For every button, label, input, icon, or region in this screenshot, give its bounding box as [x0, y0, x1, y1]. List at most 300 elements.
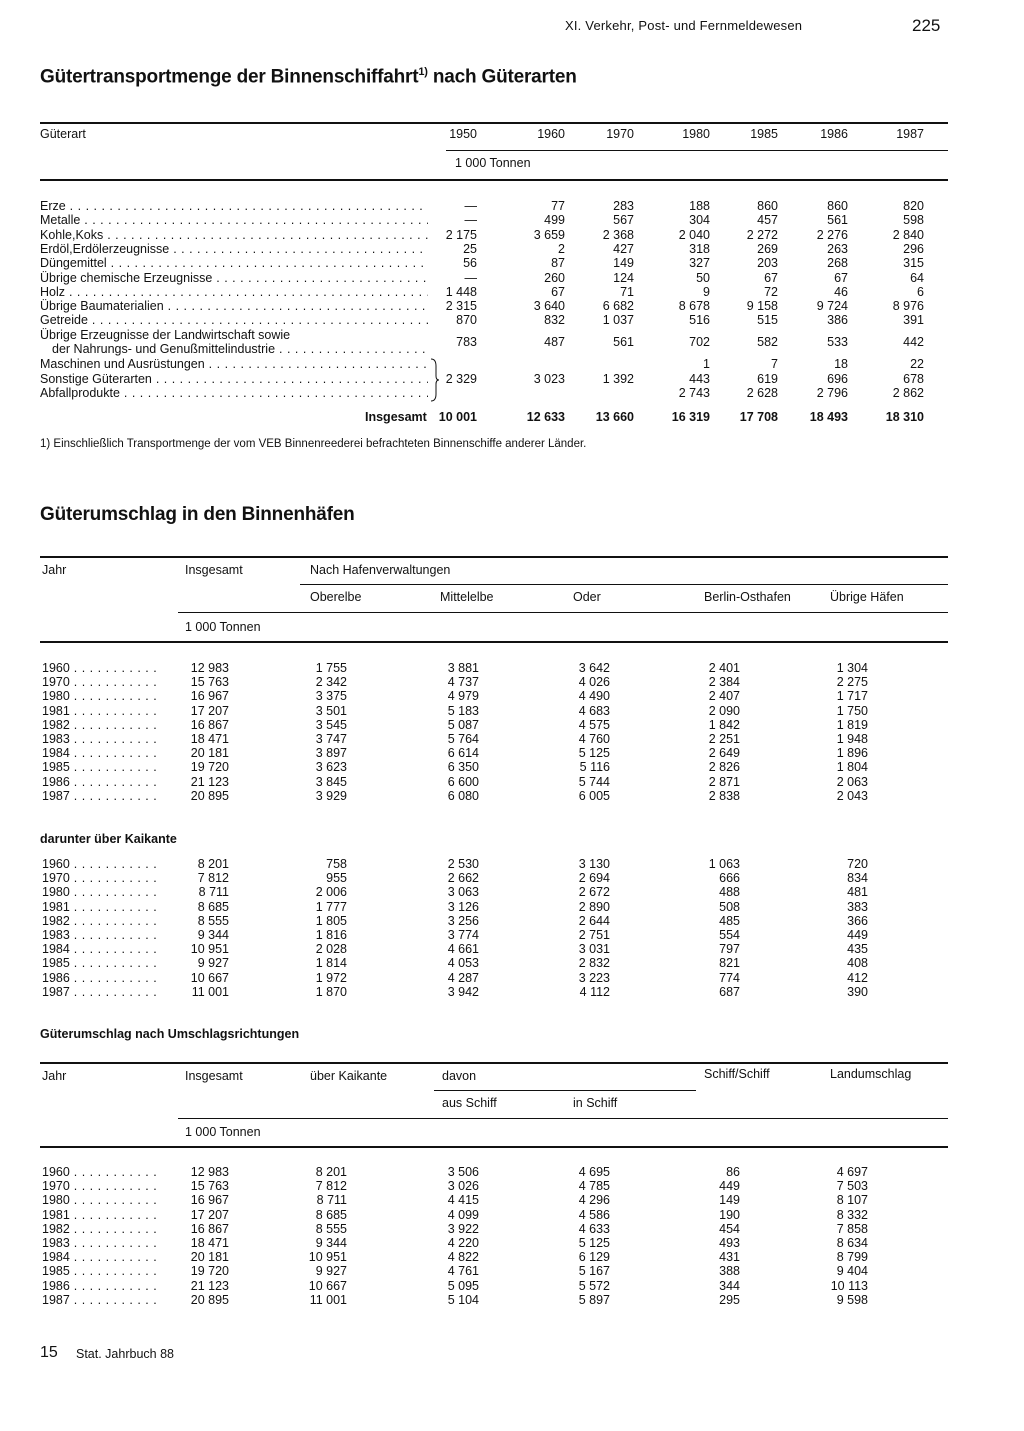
- cell-col-5: 8 799: [836, 1250, 868, 1265]
- cell-col-2: 4 053: [447, 956, 479, 971]
- cell-col-0: 9 927: [197, 956, 229, 971]
- cell-1950: 2 175: [445, 227, 477, 242]
- table-row: [0, 985, 1024, 999]
- cell-1985: 7: [771, 357, 778, 372]
- row-year: 1980 . . .: [42, 1193, 160, 1207]
- cell-col-4: 431: [719, 1250, 740, 1265]
- table-row: [0, 1222, 1024, 1236]
- cell-col-4: 2 090: [708, 703, 740, 718]
- cell-1960: 77: [551, 199, 565, 213]
- cell-1987: 820: [903, 199, 924, 213]
- cell-col-1: 3 545: [315, 717, 347, 732]
- table2-subcol-4: Übrige Häfen: [830, 590, 904, 604]
- cell-col-4: 2 251: [708, 732, 740, 746]
- table-row: [0, 256, 1024, 270]
- cell-col-2: 6 080: [447, 788, 479, 803]
- cell-col-3: 2 751: [578, 928, 610, 942]
- cell-col-3: 5 897: [578, 1292, 610, 1307]
- row-year: 1987 . . .: [42, 1293, 160, 1307]
- cell-1980: 188: [689, 199, 710, 213]
- cell-col-4: 2 407: [708, 689, 740, 704]
- cell-col-1: 8 685: [315, 1207, 347, 1222]
- row-year: 1985 . . .: [42, 956, 160, 970]
- cell-1980: 9: [703, 284, 710, 299]
- table1-year-1980: 1980: [682, 127, 710, 141]
- cell-col-4: 797: [719, 942, 740, 957]
- table3-unit: 1 000 Tonnen: [185, 1125, 261, 1139]
- table2-group-rule: [300, 584, 948, 585]
- cell-1986: 263: [827, 241, 848, 256]
- table-row: [0, 213, 1024, 227]
- cell-col-0: 12 983: [190, 661, 229, 675]
- cell-col-3: 3 223: [578, 970, 610, 985]
- cell-col-2: 3 942: [447, 984, 479, 999]
- cell-col-4: 449: [719, 1179, 740, 1194]
- table1-title: Gütertransportmenge der Binnenschiffahrt$^{1)}$ nach Güterarten: [40, 66, 577, 88]
- row-year: 1981 . . .: [42, 1208, 160, 1222]
- cell-col-1: 8 201: [315, 1165, 347, 1179]
- cell-col-5: 449: [847, 928, 868, 942]
- cell-col-2: 4 979: [447, 689, 479, 704]
- cell-col-3: 2 890: [578, 899, 610, 914]
- cell-col-3: 4 575: [578, 717, 610, 732]
- cell-1960: 2: [558, 241, 565, 256]
- cell-col-1: 11 001: [309, 1292, 347, 1307]
- running-head: XI. Verkehr, Post- und Fernmeldewesen: [565, 18, 803, 33]
- table-row: [0, 746, 1024, 760]
- row-label: Holz . . .: [40, 285, 428, 299]
- cell-col-3: 3 642: [578, 661, 610, 675]
- table-row: [0, 299, 1024, 313]
- row-label: Maschinen und Ausrüstungen . . .: [40, 357, 428, 371]
- cell-1980: 443: [689, 371, 710, 386]
- row-year: 1984 . . .: [42, 942, 160, 956]
- cell-1987: 391: [903, 313, 924, 328]
- cell-col-1: 3 747: [315, 732, 347, 746]
- cell-col-5: 9 598: [836, 1292, 868, 1307]
- cell-col-3: 4 633: [578, 1221, 610, 1236]
- cell-1970: 6 682: [602, 299, 634, 314]
- cell-1960: 260: [544, 270, 565, 285]
- table2-subcol-3: Berlin-Osthafen: [704, 590, 791, 604]
- cell-col-1: 10 951: [308, 1250, 347, 1265]
- cell-col-3: 4 683: [578, 703, 610, 718]
- cell-1950: 2 315: [445, 299, 477, 314]
- cell-col-4: 554: [719, 928, 740, 942]
- table-row: [0, 928, 1024, 942]
- cell-1986: 2 276: [816, 227, 848, 242]
- cell-col-0: 8 555: [197, 913, 229, 928]
- table2-subcol-rule: [178, 612, 948, 613]
- table3-header-rule: [40, 1146, 948, 1148]
- cell-col-5: 412: [847, 970, 868, 985]
- cell-col-3: 6 005: [578, 788, 610, 803]
- cell-1986: 268: [827, 256, 848, 271]
- cell-col-5: 1 948: [836, 732, 868, 746]
- table-row: [0, 1250, 1024, 1264]
- table-row: [0, 971, 1024, 985]
- cell-col-4: 1 842: [708, 717, 740, 732]
- cell-col-0: 16 867: [190, 1221, 229, 1236]
- cell-1980: 2 040: [678, 227, 710, 242]
- table-row: [0, 914, 1024, 928]
- cell-col-1: 8 555: [315, 1221, 347, 1236]
- table1-year-1986: 1986: [820, 127, 848, 141]
- footer-number: 15: [40, 1344, 58, 1361]
- cell-col-5: 7 858: [836, 1221, 868, 1236]
- cell-col-0: 9 344: [197, 928, 229, 942]
- table3-title: Güterumschlag nach Umschlagsrichtungen: [40, 1027, 300, 1041]
- cell-1960: 67: [551, 284, 565, 299]
- table2-top-rule: [40, 556, 948, 558]
- cell-1980: 702: [689, 334, 710, 349]
- row-year: 1983 . . .: [42, 1236, 160, 1250]
- table-row: [0, 760, 1024, 774]
- cell-1986: 533: [827, 334, 848, 349]
- cell-col-3: 5 125: [578, 1236, 610, 1250]
- row-label: Getreide . . .: [40, 313, 428, 327]
- cell-1986: 67: [834, 270, 848, 285]
- table-row: [0, 335, 1024, 349]
- table1-unit: 1 000 Tonnen: [455, 156, 531, 170]
- cell-col-1: 1 972: [315, 970, 347, 985]
- cell-col-0: 11 001: [191, 984, 229, 999]
- table-row: [0, 271, 1024, 285]
- cell-1985: 860: [757, 199, 778, 213]
- cell-col-2: 3 774: [447, 928, 479, 942]
- cell-col-2: 4 220: [447, 1236, 479, 1250]
- row-year: 1987 . . .: [42, 985, 160, 999]
- table1-top-rule: [40, 122, 948, 124]
- table1-year-rule: [446, 150, 948, 151]
- cell-col-4: 2 649: [708, 746, 740, 761]
- row-year: 1960 . . .: [42, 857, 160, 871]
- cell-col-4: 821: [719, 956, 740, 971]
- row-label: Erdöl,Erdölerzeugnisse . . .: [40, 242, 428, 256]
- cell-col-4: 295: [719, 1292, 740, 1307]
- cell-col-3: 3 031: [578, 942, 610, 957]
- table-row: [0, 242, 1024, 256]
- table3-top-rule: [40, 1062, 948, 1064]
- table1-col-gueterart: Güterart: [40, 127, 86, 141]
- cell-col-0: 20 895: [190, 788, 229, 803]
- cell-col-4: 454: [719, 1221, 740, 1236]
- table2-subcol-1: Mittelelbe: [440, 590, 494, 604]
- cell-col-5: 9 404: [836, 1264, 868, 1279]
- table-row: [0, 900, 1024, 914]
- row-year: 1987 . . .: [42, 789, 160, 803]
- cell-1970: 283: [613, 199, 634, 213]
- cell-col-2: 3 026: [447, 1179, 479, 1194]
- cell-1986: 9 724: [816, 299, 848, 314]
- table-row: [0, 1279, 1024, 1293]
- cell-1987: 2 840: [892, 227, 924, 242]
- table-row: [0, 704, 1024, 718]
- row-label: Kohle,Koks . . .: [40, 228, 428, 242]
- table3-col-jahr: Jahr: [42, 1069, 67, 1083]
- table3-col-kaikante: über Kaikante: [310, 1069, 388, 1083]
- cell-col-1: 1 870: [315, 984, 347, 999]
- row-year: 1986 . . .: [42, 775, 160, 789]
- cell-1987: 678: [903, 371, 924, 386]
- cell-1970: 124: [613, 270, 634, 285]
- cell-col-0: 20 181: [190, 746, 229, 761]
- cell-1970: 2 368: [602, 227, 634, 242]
- row-label: Übrige Baumaterialien . . .: [40, 299, 428, 313]
- cell-col-4: 687: [719, 984, 740, 999]
- row-year: 1980 . . .: [42, 885, 160, 899]
- cell-1985: 9 158: [746, 299, 778, 314]
- cell-1950: —: [464, 199, 477, 213]
- cell-col-5: 10 113: [830, 1278, 868, 1293]
- cell-1960: 87: [551, 256, 565, 271]
- cell-col-4: 774: [719, 970, 740, 985]
- cell-col-4: 86: [726, 1165, 740, 1179]
- row-year: 1983 . . .: [42, 732, 160, 746]
- table3-davon-rule: [434, 1090, 696, 1091]
- cell-1985: 269: [757, 241, 778, 256]
- group-brace-icon: [430, 358, 440, 402]
- cell-col-3: 2 832: [578, 956, 610, 971]
- cell-1987: 6: [917, 284, 924, 299]
- table-row: [0, 775, 1024, 789]
- cell-1987: 598: [903, 213, 924, 228]
- cell-1970: 1 392: [602, 371, 634, 386]
- row-year: 1983 . . .: [42, 928, 160, 942]
- cell-1986: 860: [827, 199, 848, 213]
- cell-col-0: 17 207: [190, 1207, 229, 1222]
- table1-year-1970: 1970: [606, 127, 634, 141]
- cell-1950: 1 448: [445, 284, 477, 299]
- total-1986: 18 493: [809, 410, 848, 424]
- table-row: [0, 732, 1024, 746]
- cell-col-1: 9 344: [315, 1236, 347, 1250]
- cell-col-1: 3 375: [315, 689, 347, 704]
- cell-col-3: 5 744: [578, 774, 610, 789]
- table-row: [0, 675, 1024, 689]
- cell-col-4: 190: [719, 1207, 740, 1222]
- cell-col-3: 4 586: [578, 1207, 610, 1222]
- cell-1985: 72: [764, 284, 778, 299]
- table3-col-in-schiff: in Schiff: [573, 1096, 618, 1110]
- cell-col-4: 493: [719, 1236, 740, 1250]
- total-1950: 10 001: [438, 410, 477, 424]
- table-row: [0, 689, 1024, 703]
- cell-col-5: 1 896: [836, 746, 868, 761]
- table-row: [0, 199, 1024, 213]
- table-row: [0, 661, 1024, 675]
- total-1985: 17 708: [739, 410, 778, 424]
- table-row: [0, 285, 1024, 299]
- cell-col-0: 21 123: [190, 774, 229, 789]
- row-label: Düngemittel . . .: [40, 256, 428, 270]
- cell-1980: 1: [703, 357, 710, 372]
- cell-col-3: 4 760: [578, 732, 610, 746]
- cell-1980: 516: [689, 313, 710, 328]
- cell-col-0: 16 967: [190, 689, 229, 704]
- table2-title: Güterumschlag in den Binnenhäfen: [40, 504, 355, 525]
- cell-1970: 149: [613, 256, 634, 271]
- cell-1980: 8 678: [678, 299, 710, 314]
- cell-1970: 71: [620, 284, 634, 299]
- cell-col-1: 1 777: [315, 899, 347, 914]
- cell-1950: 2 329: [445, 371, 477, 386]
- row-year: 1986 . . .: [42, 1279, 160, 1293]
- cell-col-2: 4 737: [447, 675, 479, 690]
- cell-1950: 870: [456, 313, 477, 328]
- cell-col-5: 2 275: [836, 675, 868, 690]
- cell-col-1: 1 805: [315, 913, 347, 928]
- cell-1986: 696: [827, 371, 848, 386]
- cell-col-0: 19 720: [190, 1264, 229, 1279]
- table2-unit: 1 000 Tonnen: [185, 620, 261, 634]
- cell-1950: 783: [456, 334, 477, 349]
- cell-col-0: 15 763: [190, 675, 229, 690]
- cell-1980: 2 743: [678, 385, 710, 400]
- cell-col-1: 3 845: [315, 774, 347, 789]
- cell-1980: 327: [689, 256, 710, 271]
- cell-col-2: 2 662: [447, 871, 479, 886]
- row-label: Sonstige Güterarten . . .: [40, 372, 428, 386]
- cell-col-3: 4 026: [578, 675, 610, 690]
- cell-1960: 487: [544, 334, 565, 349]
- table2-col-jahr: Jahr: [42, 563, 67, 577]
- cell-col-2: 4 661: [447, 942, 479, 957]
- cell-1980: 318: [689, 241, 710, 256]
- cell-col-1: 9 927: [315, 1264, 347, 1279]
- cell-col-1: 7 812: [315, 1179, 347, 1194]
- cell-col-5: 1 750: [836, 703, 868, 718]
- cell-col-0: 8 685: [197, 899, 229, 914]
- cell-1960: 3 023: [533, 371, 565, 386]
- cell-col-3: 5 572: [578, 1278, 610, 1293]
- cell-col-0: 15 763: [190, 1179, 229, 1194]
- row-year: 1984 . . .: [42, 1250, 160, 1264]
- cell-1950: 25: [463, 241, 477, 256]
- cell-col-3: 3 130: [578, 857, 610, 871]
- table-row: [0, 885, 1024, 899]
- table-row: [0, 857, 1024, 871]
- row-year: 1980 . . .: [42, 689, 160, 703]
- cell-1985: 2 628: [746, 385, 778, 400]
- cell-1986: 46: [834, 284, 848, 299]
- table1-year-1985: 1985: [750, 127, 778, 141]
- cell-1960: 499: [544, 213, 565, 228]
- cell-1960: 3 659: [533, 227, 565, 242]
- cell-col-1: 1 755: [315, 661, 347, 675]
- cell-col-5: 383: [847, 899, 868, 914]
- cell-col-4: 2 384: [708, 675, 740, 690]
- table2-subcol-0: Oberelbe: [310, 590, 362, 604]
- table3-col-landumschlag: Landumschlag: [830, 1067, 912, 1081]
- cell-1985: 619: [757, 371, 778, 386]
- row-label-line2: der Nahrungs- und Genußmittelindustrie . . .: [52, 342, 428, 356]
- cell-col-2: 5 183: [447, 703, 479, 718]
- table-row: [0, 942, 1024, 956]
- table-row: [0, 1179, 1024, 1193]
- table-row: [0, 1208, 1024, 1222]
- table-row: [0, 1193, 1024, 1207]
- cell-col-5: 1 717: [836, 689, 868, 704]
- cell-col-0: 18 471: [190, 732, 229, 746]
- cell-col-0: 10 667: [190, 970, 229, 985]
- cell-1985: 203: [757, 256, 778, 271]
- table-row: [0, 228, 1024, 242]
- cell-col-5: 7 503: [836, 1179, 868, 1194]
- table-row: [0, 956, 1024, 970]
- table-row: [0, 372, 1024, 386]
- cell-col-0: 20 181: [190, 1250, 229, 1265]
- total-1980: 16 319: [671, 410, 710, 424]
- table3-subcol-rule: [178, 1118, 948, 1119]
- cell-1987: 315: [903, 256, 924, 271]
- cell-col-4: 1 063: [708, 857, 740, 871]
- cell-col-4: 666: [719, 871, 740, 886]
- cell-col-5: 1 804: [836, 760, 868, 775]
- table-row: [0, 357, 1024, 371]
- table1-footnote: 1) Einschließlich Transportmenge der vom VEB Binnenreederei befrachteten Binnenschiffe anderer Länder.: [40, 438, 587, 450]
- cell-col-3: 4 112: [579, 984, 610, 999]
- cell-1985: 2 272: [746, 227, 778, 242]
- cell-col-3: 4 490: [578, 689, 610, 704]
- cell-col-1: 3 501: [315, 703, 347, 718]
- cell-col-5: 1 304: [836, 661, 868, 675]
- cell-col-3: 5 167: [578, 1264, 610, 1279]
- cell-col-3: 2 672: [578, 885, 610, 900]
- table2-col-insgesamt: Insgesamt: [185, 563, 243, 577]
- cell-col-3: 4 296: [578, 1193, 610, 1208]
- row-year: 1960 . . .: [42, 1165, 160, 1179]
- row-year: 1982 . . .: [42, 1222, 160, 1236]
- row-year: 1970 . . .: [42, 675, 160, 689]
- cell-col-2: 3 922: [447, 1221, 479, 1236]
- cell-col-5: 481: [847, 885, 868, 900]
- cell-col-4: 508: [719, 899, 740, 914]
- cell-col-0: 19 720: [190, 760, 229, 775]
- row-year: 1981 . . .: [42, 900, 160, 914]
- table1-header-rule: [40, 179, 948, 181]
- footer-text: Stat. Jahrbuch 88: [76, 1347, 174, 1361]
- cell-1986: 561: [827, 213, 848, 228]
- row-year: 1985 . . .: [42, 1264, 160, 1278]
- row-year: 1970 . . .: [42, 1179, 160, 1193]
- row-year: 1984 . . .: [42, 746, 160, 760]
- cell-col-1: 758: [326, 857, 347, 871]
- total-1987: 18 310: [885, 410, 924, 424]
- cell-1985: 457: [757, 213, 778, 228]
- cell-col-1: 2 342: [315, 675, 347, 690]
- cell-col-1: 3 929: [315, 788, 347, 803]
- cell-col-2: 5 104: [447, 1292, 479, 1307]
- row-label-line1: Übrige Erzeugnisse der Landwirtschaft sowie: [40, 327, 291, 342]
- cell-col-2: 2 530: [447, 857, 479, 871]
- row-label: Metalle . . .: [40, 213, 428, 227]
- table-row: [0, 313, 1024, 327]
- cell-1950: —: [464, 213, 477, 228]
- cell-1986: 386: [827, 313, 848, 328]
- cell-1950: —: [464, 270, 477, 285]
- cell-col-2: 5 764: [447, 732, 479, 746]
- row-label: Erze . . .: [40, 199, 428, 213]
- cell-col-5: 2 063: [836, 774, 868, 789]
- cell-col-5: 8 332: [836, 1207, 868, 1222]
- cell-1980: 50: [696, 270, 710, 285]
- cell-col-2: 5 087: [447, 717, 479, 732]
- cell-col-0: 16 967: [190, 1193, 229, 1208]
- cell-col-5: 435: [847, 942, 868, 957]
- cell-col-4: 2 826: [708, 760, 740, 775]
- cell-col-2: 3 063: [447, 885, 479, 900]
